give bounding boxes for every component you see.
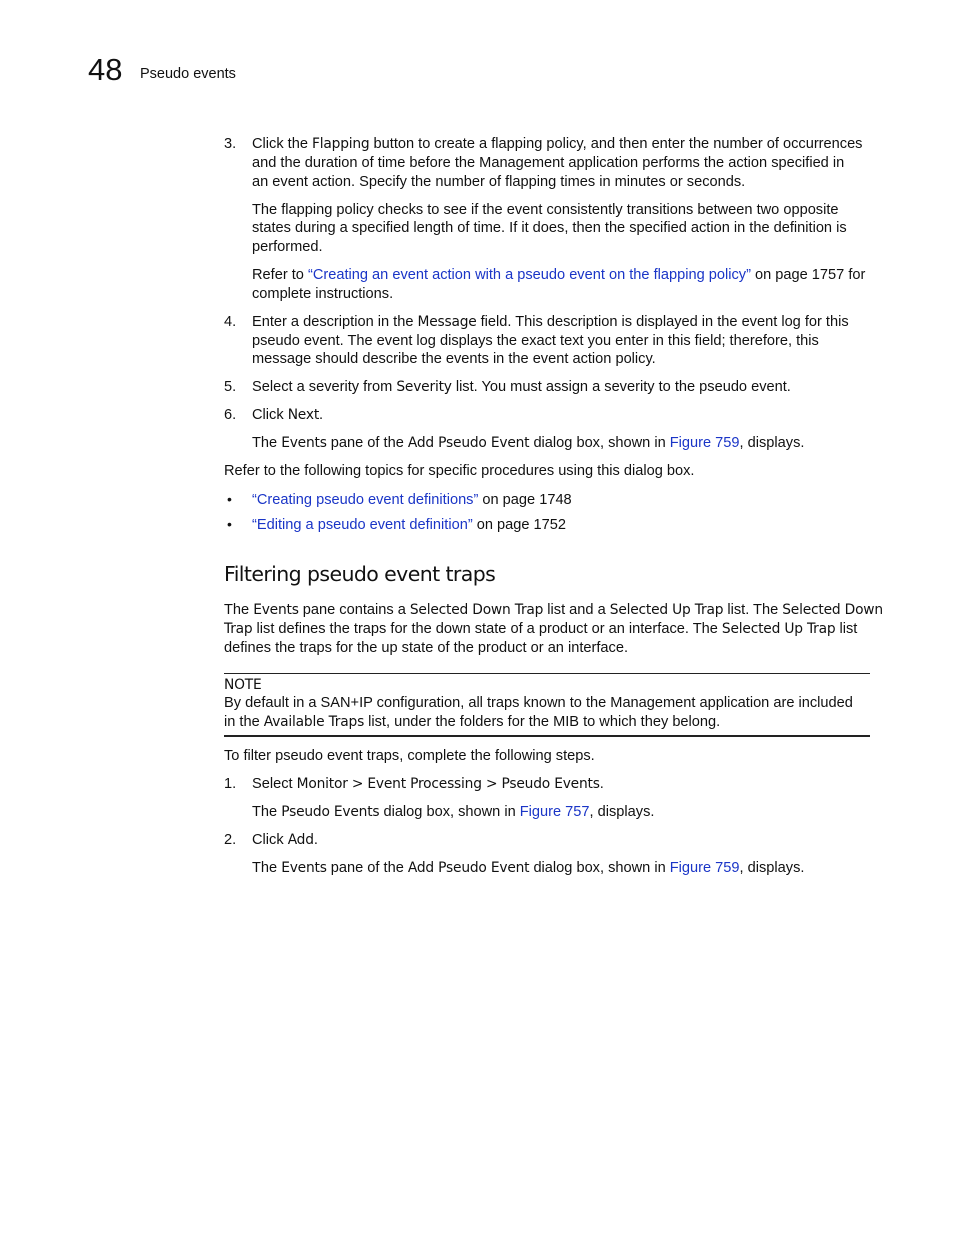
note-line-2: in the Available Traps list, under the folders for the MIB to which they belong. [224,714,721,730]
section-para-line-1: The Events pane contains a Selected Down Trap list and a Selected Up Trap list. The Selected Down [224,602,883,618]
refer-topics-text: Refer to the following topics for specific procedures using this dialog box. [224,463,695,479]
filter-step-2-result: The Events pane of the Add Pseudo Event dialog box, shown in Figure 759, displays. [252,860,805,876]
chapter-title: Pseudo events [140,66,236,82]
note-top-rule [224,673,870,674]
step-3-line-3: an event action. Specify the number of flapping times in minutes or seconds. [252,174,746,190]
severity-list-label: Severity [396,379,452,395]
chapter-number: 48 [88,52,123,87]
bullet-icon: • [227,516,232,532]
note-bottom-rule [224,735,870,737]
bullet-icon: • [227,491,232,507]
filter-step-2-number: 2. [224,832,237,848]
section-heading: Filtering pseudo event traps [224,562,496,586]
filter-step-1-line: Select Monitor > Event Processing > Pseudo Events. [252,776,604,792]
step-6-result: The Events pane of the Add Pseudo Event dialog box, shown in Figure 759, displays. [252,435,805,451]
step-3-para-2-line-2: states during a specified length of time. If it does, then the specified action in the definition is [252,220,847,236]
filter-step-2-line: Click Add. [252,832,318,848]
bullet-item-2: “Editing a pseudo event definition” on page 1752 [252,517,567,533]
step-4-line-3: message should describe the events in the event action policy. [252,351,656,367]
note-line-1: By default in a SAN+IP configuration, all traps known to the Management application are included [224,695,853,711]
add-button-label: Add [287,832,314,848]
step-3-refer-line-2: complete instructions. [252,286,394,302]
bullet-item-1: “Creating pseudo event definitions” on page 1748 [252,492,572,508]
step-5-number: 5. [224,379,237,395]
section-para-line-3: defines the traps for the up state of the product or an interface. [224,640,629,656]
step-3-number: 3. [224,136,237,152]
step-4-line-1: Enter a description in the Message field. This description is displayed in the event log for this [252,314,849,330]
link-figure-759[interactable]: Figure 759 [669,435,740,451]
next-button-label: Next [287,407,320,423]
link-creating-event-action-flapping[interactable]: “Creating an event action with a pseudo event on the flapping policy” [307,267,751,283]
step-4-number: 4. [224,314,237,330]
filter-intro: To filter pseudo event traps, complete the following steps. [224,748,595,764]
step-3-para-2-line-3: performed. [252,239,323,255]
step-6-number: 6. [224,407,237,423]
link-figure-759[interactable]: Figure 759 [669,860,740,876]
menu-path: Monitor > Event Processing > Pseudo Events [296,776,600,792]
flapping-button-label: Flapping [312,136,370,152]
link-figure-757[interactable]: Figure 757 [519,804,590,820]
step-4-line-2: pseudo event. The event log displays the exact text you enter in this field; therefore, this [252,333,819,349]
link-editing-pseudo-event-definition[interactable]: “Editing a pseudo event definition” [252,517,473,533]
link-creating-pseudo-event-definitions[interactable]: “Creating pseudo event definitions” [252,492,479,508]
step-3-line-2: and the duration of time before the Management application performs the action specified in [252,155,845,171]
filter-step-1-result: The Pseudo Events dialog box, shown in Figure 757, displays. [252,804,655,820]
step-3-refer-line-1: Refer to “Creating an event action with a pseudo event on the flapping policy” on page 1757 for [252,267,866,283]
filter-step-1-number: 1. [224,776,237,792]
step-5-line-1: Select a severity from Severity list. You must assign a severity to the pseudo event. [252,379,791,395]
message-field-label: Message [417,314,477,330]
section-para-line-2: Trap list defines the traps for the down state of a product or an interface. The Selected Up Trap list [224,621,858,637]
step-3-para-2-line-1: The flapping policy checks to see if the event consistently transitions between two opposite [252,202,839,218]
step-6-line-1: Click Next. [252,407,324,423]
note-label: NOTE [224,677,262,693]
step-3-line-1: Click the Flapping button to create a flapping policy, and then enter the number of occurrences [252,136,863,152]
